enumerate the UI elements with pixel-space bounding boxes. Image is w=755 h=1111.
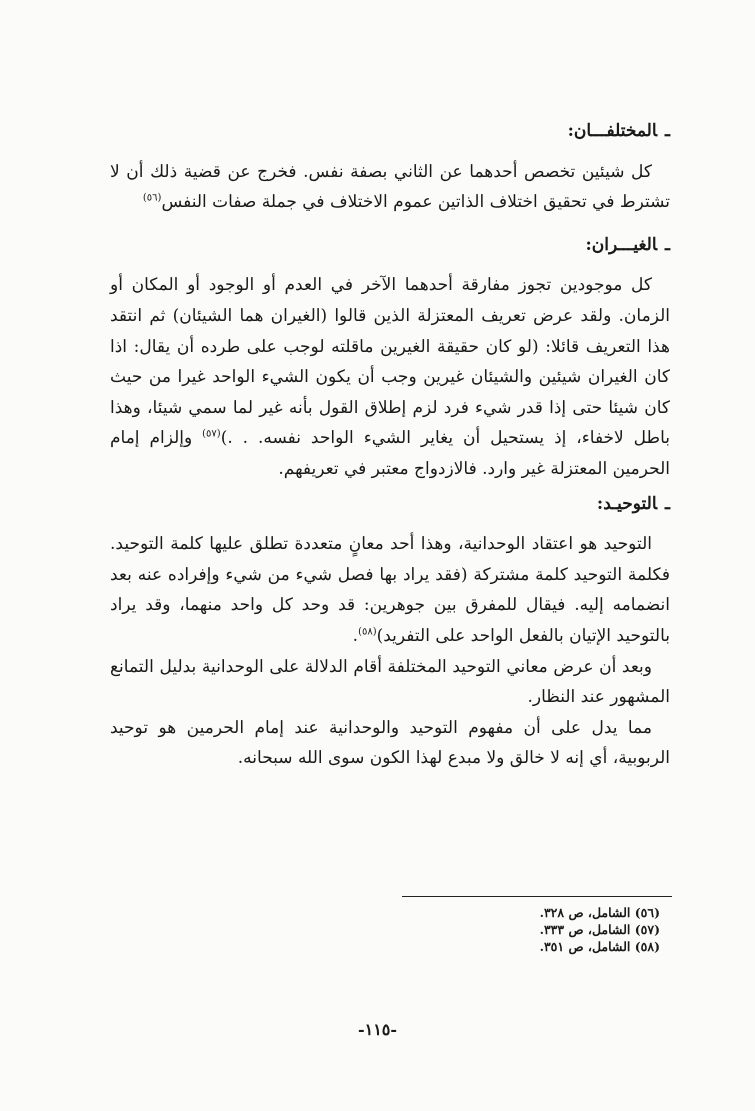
footnote-separator — [402, 896, 672, 897]
paragraph-ghayran — [110, 270, 670, 484]
paragraph-text: كل شيئين تخصص أحدهما عن الثاني بصفة نفس. فخرج عن قضية ذلك أن لا تشترط في تحقيق اختلاف الذاتين عموم الاختلاف في جملة صفات النفس — [110, 161, 670, 213]
page-body — [110, 116, 670, 774]
paragraph-tawhid-rububiyya — [110, 713, 670, 774]
paragraph-text: كل موجودين تجوز مفارقة أحدهما الآخر في العدم أو الوجود أو المكان أو الزمان. ولقد عرض تعريف المعتزلة الذين قالوا (الغيران هما الشيئان) ثم انتقد هذا التعريف قائلا: (لو كان حقيقة الغيرين ماقلته لوجب على طرده أن يقال: اذا كان الغيران شيئين والشيئان غيرين وجب أن يكون الشيء الواحد غيرا من حيث كان شيئا حتى إذا قدر شيء فرد لزم إطلاق القول بأنه غير لما سمي شيئا، وهذا باطل لاخفاء، إذ يستحيل أن يغاير الشيء الواحد نفسه. . .) — [110, 275, 670, 449]
footnotes-list — [360, 904, 660, 955]
heading-text: الغيـــران: — [585, 234, 658, 255]
paragraph-text: . — [352, 625, 359, 646]
heading-text: التوحيـد: — [596, 493, 658, 514]
heading-dash: ـ — [665, 234, 670, 255]
paragraph-mukhtalifan — [110, 157, 670, 218]
footnote-reference[interactable]: (٥٨) — [358, 626, 377, 638]
heading-dash: ـ — [665, 121, 670, 141]
footnote-item: (٥٨) الشامل، ص ٣٥١. — [539, 939, 660, 954]
paragraph-text: وإلزام إمام الحرمين المعتزلة غير وارد. فالازدواج معتبر في تعريفهم. — [110, 428, 670, 479]
paragraph-text: وبعد أن عرض معاني التوحيد المختلفة أقام الدلالة على الوحدانية بدليل التمانع المشهور عند النظار. — [110, 656, 670, 708]
section-heading-mukhtalifan — [110, 116, 670, 147]
heading-text: المختلفـــان: — [567, 121, 658, 141]
paragraph-tawhid-proof — [110, 652, 670, 713]
paragraph-text: مما يدل على أن مفهوم التوحيد والوحدانية عند إمام الحرمين هو توحيد الربوبية، أي إنه لا خالق ولا مبدع لهذا الكون سوى الله سبحانه. — [110, 717, 670, 769]
heading-dash: ـ — [665, 493, 670, 514]
footnote-item: (٥٧) الشامل، ص ٣٣٣. — [539, 922, 660, 937]
paragraph-text: التوحيد هو اعتقاد الوحدانية، وهذا أحد معانٍ متعددة تطلق عليها كلمة التوحيد. فكلمة التوحيد كلمة مشتركة (فقد يراد بها فصل شيء من شيء وإفراده عنه بعد انضمامه إليه. فيقال للمفرق بين جوهرين: قد وحد كل واحد منهما، وقد يراد بالتوحيد الإتيان بالفعل الواحد على التفريد) — [110, 534, 670, 646]
section-heading-tawhid — [110, 489, 670, 520]
footnote-reference[interactable]: (٥٦) — [142, 192, 162, 204]
section-heading-ghayran — [110, 230, 670, 261]
paragraph-tawhid-definition — [110, 529, 670, 651]
footnote-item: (٥٦) الشامل، ص ٣٢٨. — [539, 905, 660, 920]
footnote-reference[interactable]: (٥٧) — [202, 428, 221, 440]
page-number: -١١٥- — [357, 1020, 398, 1039]
